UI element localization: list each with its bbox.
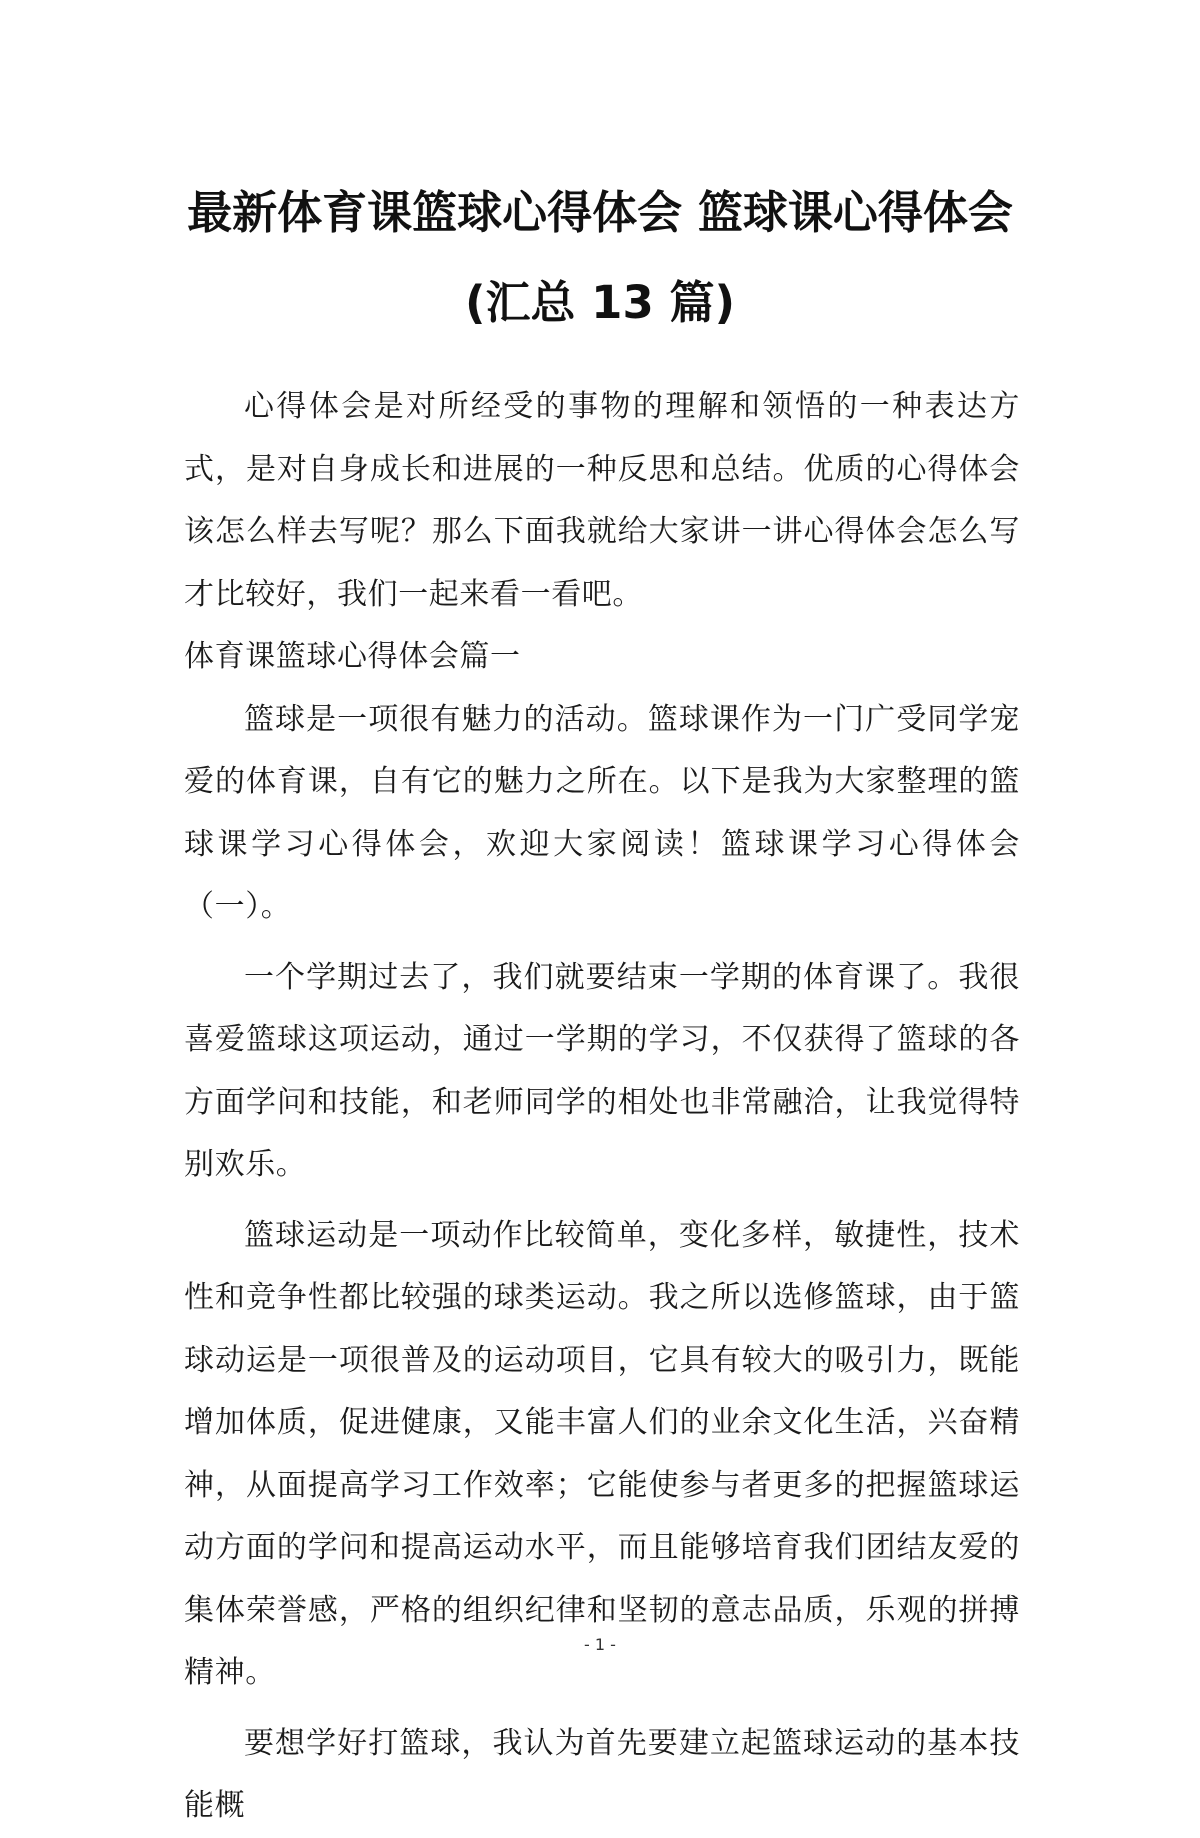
- page-number: - 1 -: [584, 1635, 616, 1654]
- paragraph-intro: 心得体会是对所经受的事物的理解和领悟的一种表达方式，是对自身成长和进展的一种反思和总结。优质的心得体会该怎么样去写呢？那么下面我就给大家讲一讲心得体会怎么写才比较好，我们一起来看一看吧。: [184, 389, 1020, 612]
- title-line-1: 最新体育课篮球心得体会 篮球课心得体会: [187, 186, 1013, 239]
- section-heading: 体育课篮球心得体会篇一: [184, 639, 521, 674]
- document-title: [160, 168, 1040, 348]
- paragraph-4: 要想学好打篮球，我认为首先要建立起篮球运动的基本技能概: [184, 1725, 1020, 1823]
- document-body: [184, 376, 1020, 1838]
- title-line-2: (汇总 13 篇): [464, 276, 736, 329]
- paragraph-3: 篮球运动是一项动作比较简单，变化多样，敏捷性，技术性和竞争性都比较强的球类运动。我之所以选修篮球，由于篮球动运是一项很普及的运动项目，它具有较大的吸引力，既能增加体质，促进健康，又能丰富人们的业余文化生活，兴奋精神，从面提高学习工作效率；它能使参与者更多的把握篮球运动方面的学问和提高运动水平，而且能够培育我们团结友爱的集体荣誉感，严格的组织纪律和坚韧的意志品质，乐观的拼搏精神。: [184, 1217, 1020, 1690]
- paragraph-2: 一个学期过去了，我们就要结束一学期的体育课了。我很喜爱篮球这项运动，通过一学期的学习，不仅获得了篮球的各方面学问和技能，和老师同学的相处也非常融洽，让我觉得特别欢乐。: [184, 959, 1020, 1182]
- paragraph-1: 篮球是一项很有魅力的活动。篮球课作为一门广受同学宠爱的体育课，自有它的魅力之所在。以下是我为大家整理的篮球课学习心得体会，欢迎大家阅读！篮球课学习心得体会（一）。: [184, 701, 1020, 924]
